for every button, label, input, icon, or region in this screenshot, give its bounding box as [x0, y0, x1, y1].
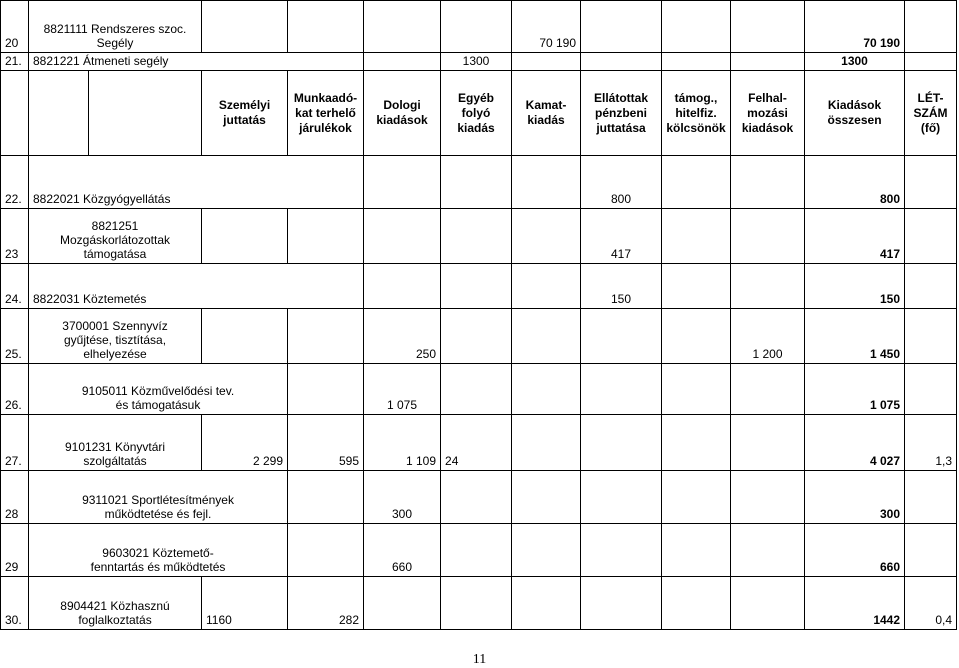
cell-munkaado: 282: [288, 577, 364, 630]
table-row: [1, 524, 957, 577]
column-header-row: [1, 71, 957, 156]
row-name: 3700001 Szennyvíz gyűjtése, tisztítása, elhelyezése: [29, 309, 202, 364]
page-number: 11: [472, 652, 487, 667]
row-number: 29: [1, 524, 29, 577]
cell-felhal: 1 200: [731, 309, 805, 364]
row-name: 8822021 Közgyógyellátás: [29, 156, 364, 209]
table-row: [1, 209, 957, 264]
cell-osszesen: 800: [805, 156, 905, 209]
cell-munkaado: 595: [288, 415, 364, 471]
row-name: 9101231 Könyvtári szolgáltatás: [29, 415, 202, 471]
row-number: 20: [1, 1, 29, 53]
cell-osszesen: 1 450: [805, 309, 905, 364]
row-name: 9311021 Sportlétesítmények működtetése és fejl.: [29, 471, 288, 524]
cell-osszesen: 1442: [805, 577, 905, 630]
table-row: [1, 309, 957, 364]
row-name: 8822031 Köztemetés: [29, 264, 364, 309]
cell-osszesen: 4 027: [805, 415, 905, 471]
cell-egyeb: 24: [441, 415, 512, 471]
row-number: 26.: [1, 364, 29, 415]
cell-letszam: 0,4: [905, 577, 957, 630]
cell-egyeb: 1300: [441, 53, 512, 71]
cell-ellatottak: 150: [581, 264, 662, 309]
row-number: 21.: [1, 53, 29, 71]
table-row: [1, 1, 957, 53]
cell-osszesen: 1 075: [805, 364, 905, 415]
cell-dologi: 300: [364, 471, 441, 524]
col-header-ellatottak: Ellátottak pénzbeni juttatása: [581, 71, 662, 156]
row-name: 8821221 Átmeneti segély: [29, 53, 364, 71]
table-row: [1, 156, 957, 209]
cell-dologi: 250: [364, 309, 441, 364]
col-header-tamog: támog., hitelfiz. kölcsönök: [662, 71, 731, 156]
table-row: [1, 415, 957, 471]
table-row: [1, 577, 957, 630]
col-header-dologi: Dologi kiadások: [364, 71, 441, 156]
cell-osszesen: 660: [805, 524, 905, 577]
row-number: 23: [1, 209, 29, 264]
row-name: 8821111 Rendszeres szoc. Segély: [29, 1, 202, 53]
row-number: 25.: [1, 309, 29, 364]
row-number: 24.: [1, 264, 29, 309]
cell-szemelyi: 1160: [202, 577, 288, 630]
row-name: 9105011 Közművelődési tev. és támogatásuk: [29, 364, 288, 415]
cell-ellatottak: 417: [581, 209, 662, 264]
cell-dologi: 660: [364, 524, 441, 577]
row-number: 30.: [1, 577, 29, 630]
cell-osszesen: 1300: [805, 53, 905, 71]
row-number: 28: [1, 471, 29, 524]
col-header-munkaado: Munkaadó- kat terhelő járulékok: [288, 71, 364, 156]
cell-dologi: 1 075: [364, 364, 441, 415]
row-name: 8904421 Közhasznú foglalkoztatás: [29, 577, 202, 630]
row-name: 8821251 Mozgáskorlátozottak támogatása: [29, 209, 202, 264]
cell-osszesen: 417: [805, 209, 905, 264]
cell-szemelyi: 2 299: [202, 415, 288, 471]
cell-dologi: 1 109: [364, 415, 441, 471]
cell-osszesen: 70 190: [805, 1, 905, 53]
cell-ellatottak: 800: [581, 156, 662, 209]
table-row: [1, 264, 957, 309]
cell-letszam: 1,3: [905, 415, 957, 471]
table-row: [1, 53, 957, 71]
col-header-egyeb: Egyéb folyó kiadás: [441, 71, 512, 156]
row-name: 9603021 Köztemető- fenntartás és működtetés: [29, 524, 288, 577]
cell-kamat: 70 190: [512, 1, 581, 53]
table-row: [1, 471, 957, 524]
cell-osszesen: 150: [805, 264, 905, 309]
col-header-letszam: LÉT- SZÁM (fő): [905, 71, 957, 156]
col-header-kamat: Kamat- kiadás: [512, 71, 581, 156]
table-row: [1, 364, 957, 415]
row-number: 22.: [1, 156, 29, 209]
cell-osszesen: 300: [805, 471, 905, 524]
row-number: 27.: [1, 415, 29, 471]
col-header-osszesen: Kiadások összesen: [805, 71, 905, 156]
col-header-szemelyi: Személyi juttatás: [202, 71, 288, 156]
col-header-felhal: Felhal- mozási kiadások: [731, 71, 805, 156]
